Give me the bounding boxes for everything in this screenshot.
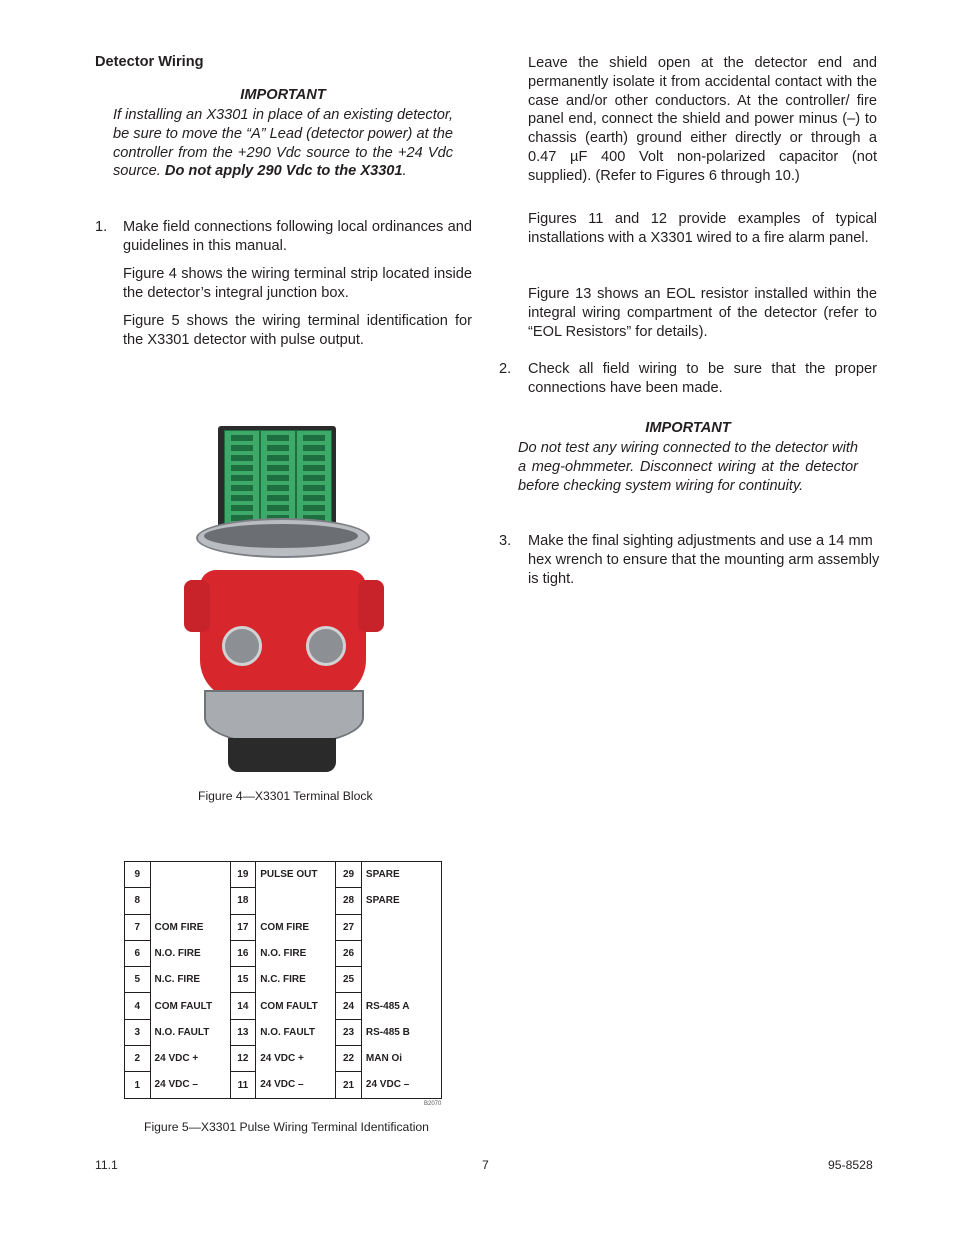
table-row (125, 862, 442, 888)
conduit-entry-right (358, 580, 384, 632)
terminal-number: 14 (230, 993, 256, 1019)
figures-11-12-paragraph: Figures 11 and 12 provide examples of typical installations with a X3301 wired to a fire alarm panel. (528, 211, 877, 246)
terminal-number: 12 (230, 1046, 256, 1072)
terminal-label: RS-485 A (361, 993, 441, 1019)
table-row (125, 967, 442, 993)
housing-base (228, 738, 336, 772)
terminal-label: PULSE OUT (256, 862, 336, 888)
step-1-number: 1. (95, 219, 108, 235)
terminal-label (150, 862, 230, 888)
step-1-text: Make field connections following local ordinances and guidelines in this manual. (123, 219, 472, 254)
conduit-entry-left (184, 580, 210, 632)
window-right (306, 626, 346, 666)
terminal-number: 24 (336, 993, 362, 1019)
terminal-number: 25 (336, 967, 362, 993)
terminal-label (361, 914, 441, 940)
terminal-label (256, 888, 336, 914)
terminal-label: N.O. FIRE (256, 940, 336, 966)
important-title: IMPORTANT (240, 87, 326, 103)
table-row (125, 1046, 442, 1072)
footer-revision: 11.1 (95, 1158, 118, 1172)
terminal-number: 2 (125, 1046, 151, 1072)
terminal-number: 1 (125, 1072, 151, 1098)
terminal-label: N.O. FAULT (150, 1019, 230, 1045)
terminal-label: COM FIRE (256, 914, 336, 940)
step-3-number: 3. (499, 533, 512, 549)
terminal-label: N.O. FIRE (150, 940, 230, 966)
terminal-label: 24 VDC – (256, 1072, 336, 1098)
step-1-para-3: Figure 5 shows the wiring terminal identification for the X3301 detector with pulse output. (123, 313, 472, 348)
terminal-label: 24 VDC – (150, 1072, 230, 1098)
terminal-label (361, 940, 441, 966)
important-text: If installing an X3301 in place of an existing detector, be sure to move the “A” Lead (detector power) at the controller from the +290 Vdc source to the +24 Vdc source. (113, 107, 453, 180)
terminal-number: 19 (230, 862, 256, 888)
terminal-label: N.C. FIRE (256, 967, 336, 993)
terminal-label: COM FAULT (256, 993, 336, 1019)
figure-5-caption: Figure 5—X3301 Pulse Wiring Terminal Identification (144, 1120, 429, 1134)
terminal-block-photo (178, 420, 390, 780)
terminal-label: 24 VDC + (150, 1046, 230, 1072)
terminal-number: 3 (125, 1019, 151, 1045)
terminal-label: N.C. FIRE (150, 967, 230, 993)
terminal-number: 8 (125, 888, 151, 914)
step-3-text: Make the final sighting adjustments and use a 14 mm hex wrench to ensure that the mounting arm assembly is tight. (528, 533, 880, 587)
step-2-number: 2. (499, 361, 512, 377)
terminal-number: 15 (230, 967, 256, 993)
terminal-label: SPARE (361, 862, 441, 888)
figure-code: B2070 (424, 1101, 442, 1107)
important-body (113, 106, 453, 181)
terminal-number: 13 (230, 1019, 256, 1045)
table-row (125, 940, 442, 966)
table-row (125, 1072, 442, 1098)
table-row (125, 914, 442, 940)
window-left (222, 626, 262, 666)
figure-4-caption: Figure 4—X3301 Terminal Block (198, 789, 373, 803)
terminal-number: 29 (336, 862, 362, 888)
terminal-number: 28 (336, 888, 362, 914)
terminal-label (150, 888, 230, 914)
section-heading: Detector Wiring (95, 54, 204, 70)
shield-paragraph: Leave the shield open at the detector end and permanently isolate it from accidental contact with the case and/or other conductors. At the controller/ fire panel end, connect the shield and power minus (–) to chassis (earth) ground either directly or through a 0.47 µF 400 Volt non-polarized capacitor (not supplied). (Refer to Figures 6 through 10.) (528, 55, 877, 184)
step-2-text: Check all field wiring to be sure that the proper connections have been made. (528, 361, 877, 396)
terminal-number: 22 (336, 1046, 362, 1072)
terminal-number: 7 (125, 914, 151, 940)
terminal-number: 27 (336, 914, 362, 940)
terminal-label: COM FAULT (150, 993, 230, 1019)
terminal-label: COM FIRE (150, 914, 230, 940)
terminal-number: 6 (125, 940, 151, 966)
table-row (125, 888, 442, 914)
important-end: . (402, 163, 407, 180)
table-row (125, 1019, 442, 1045)
terminal-number: 26 (336, 940, 362, 966)
footer-page-number: 7 (482, 1158, 489, 1172)
terminal-label: 24 VDC + (256, 1046, 336, 1072)
step-1-para-2: Figure 4 shows the wiring terminal strip located inside the detector’s integral junction box. (123, 266, 472, 301)
terminal-number: 23 (336, 1019, 362, 1045)
terminal-label: RS-485 B (361, 1019, 441, 1045)
terminal-label: SPARE (361, 888, 441, 914)
terminal-number: 21 (336, 1072, 362, 1098)
terminal-number: 11 (230, 1072, 256, 1098)
footer-document-number: 95-8528 (828, 1158, 873, 1172)
important-body-2: Do not test any wiring connected to the detector with a meg-ohmmeter. Disconnect wiring at the detector before checking system wiring for continuity. (518, 440, 858, 494)
terminal-number: 5 (125, 967, 151, 993)
terminal-number: 17 (230, 914, 256, 940)
important-title-2: IMPORTANT (645, 420, 731, 436)
terminal-identification-table (124, 861, 442, 1099)
terminal-number: 18 (230, 888, 256, 914)
terminal-number: 4 (125, 993, 151, 1019)
figure-13-paragraph: Figure 13 shows an EOL resistor installed within the integral wiring compartment of the detector (refer to “EOL Resistors” for details). (528, 286, 877, 340)
terminal-label: 24 VDC – (361, 1072, 441, 1098)
important-bold-text: Do not apply 290 Vdc to the X3301 (164, 163, 403, 180)
terminal-label: MAN Oi (361, 1046, 441, 1072)
terminal-number: 9 (125, 862, 151, 888)
housing-opening (204, 524, 358, 548)
terminal-number: 16 (230, 940, 256, 966)
terminal-label (361, 967, 441, 993)
table-row (125, 993, 442, 1019)
terminal-label: N.O. FAULT (256, 1019, 336, 1045)
